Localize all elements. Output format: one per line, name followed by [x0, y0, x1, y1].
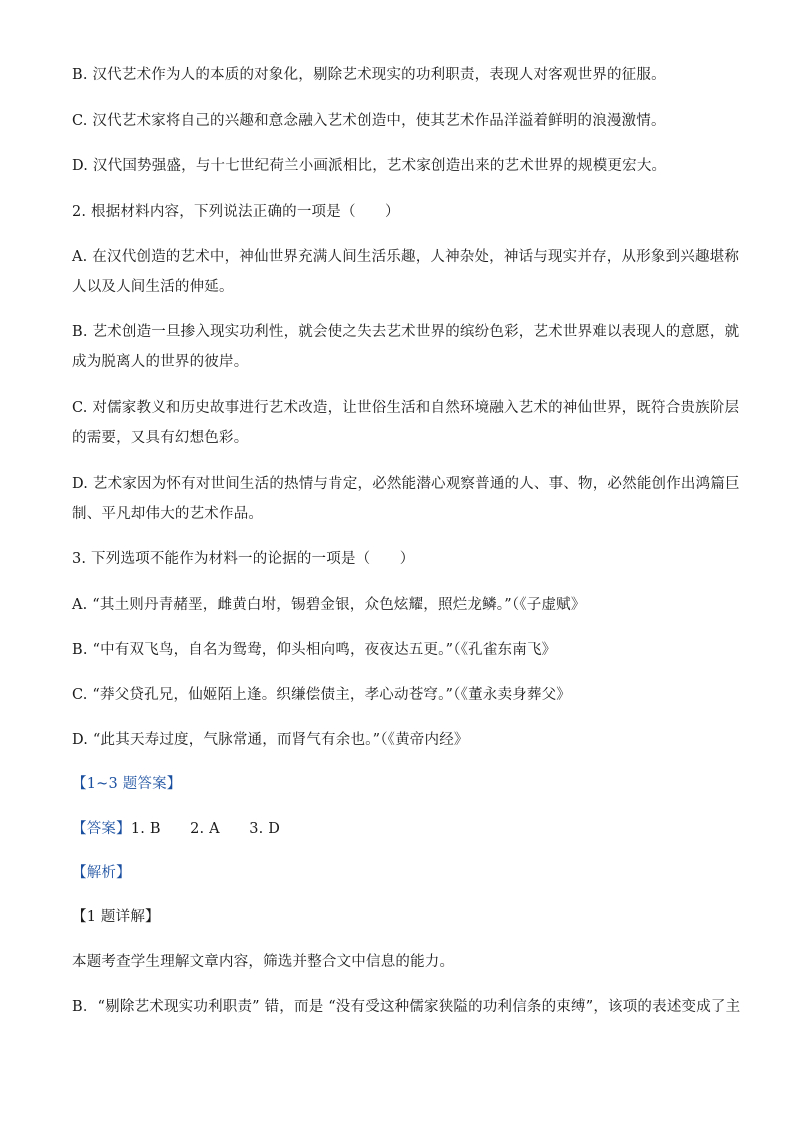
- q3-option-d: D. “此其天寿过度，气脉常通，而肾气有余也。”（《黄帝内经》: [72, 732, 469, 748]
- analysis-option-b-note: B．“剔除艺术现实功利职责” 错，而是 “没有受这种儒家狭隘的功利信条的束缚”，该项的表述变成了主: [72, 999, 741, 1015]
- q1-option-b: B. 汉代艺术作为人的本质的对象化，剔除艺术现实的功利职责，表现人对客观世界的征服。: [72, 67, 666, 83]
- q3-option-c: C. “莽父贷孔兄，仙姬陌上逢。织缣偿债主，孝心动苍穹。”（《董永卖身葬父》: [72, 687, 571, 703]
- q3-stem: 3. 下列选项不能作为材料一的论据的一项是（ ）: [72, 551, 415, 567]
- q2-option-c-line1: C. 对儒家教义和历史故事进行艺术改造，让世俗生活和自然环境融入艺术的神仙世界，既符合贵族阶层: [72, 400, 740, 416]
- q2-option-a-line1: A. 在汉代创造的艺术中，神仙世界充满人间生活乐趣，人神杂处，神话与现实并存，从形象到兴趣堪称: [72, 249, 740, 265]
- answers-values: 1. B 2. A 3. D: [130, 821, 281, 837]
- q2-option-a-line2: 人以及人间生活的伸延。: [72, 279, 234, 295]
- analysis-q1-title: 【1 题详解】: [72, 909, 160, 925]
- q2-stem: 2. 根据材料内容，下列说法正确的一项是（ ）: [72, 204, 400, 220]
- q2-option-d-line1: D. 艺术家因为怀有对世间生活的热情与肯定，必然能潜心观察普通的人、事、物，必然能创作出鸿篇巨: [72, 476, 740, 492]
- q2-option-c-line2: 的需要，又具有幻想色彩。: [72, 430, 249, 446]
- q1-option-c: C. 汉代艺术家将自己的兴趣和意念融入艺术创造中，使其艺术作品洋溢着鲜明的浪漫激情。: [72, 113, 666, 129]
- analysis-title: 【解析】: [72, 865, 131, 881]
- q3-option-a: A. “其土则丹青赭垩，雌黄白坿，锡碧金银，众色炫耀，照烂龙鳞。”（《子虚赋》: [72, 597, 586, 613]
- answers-label: 【答案】: [72, 821, 131, 837]
- answers-line: [72, 820, 722, 838]
- q3-option-b: B. “中有双飞鸟，自名为鸳鸯，仰头相向鸣，夜夜达五更。”（《孔雀东南飞》: [72, 642, 557, 658]
- q2-option-b-line2: 成为脱离人的世界的彼岸。: [72, 354, 249, 370]
- q2-option-b-line1: B. 艺术创造一旦掺入现实功利性，就会使之失去艺术世界的缤纷色彩，艺术世界难以表现人的意愿，就: [72, 324, 740, 340]
- q1-option-d: D. 汉代国势强盛，与十七世纪荷兰小画派相比，艺术家创造出来的艺术世界的规模更宏大。: [72, 158, 667, 174]
- analysis-intro: 本题考查学生理解文章内容，筛选并整合文中信息的能力。: [72, 954, 455, 970]
- answers-section-title: 【1~3 题答案】: [72, 776, 182, 792]
- q2-option-d-line2: 制、平凡却伟大的艺术作品。: [72, 506, 264, 522]
